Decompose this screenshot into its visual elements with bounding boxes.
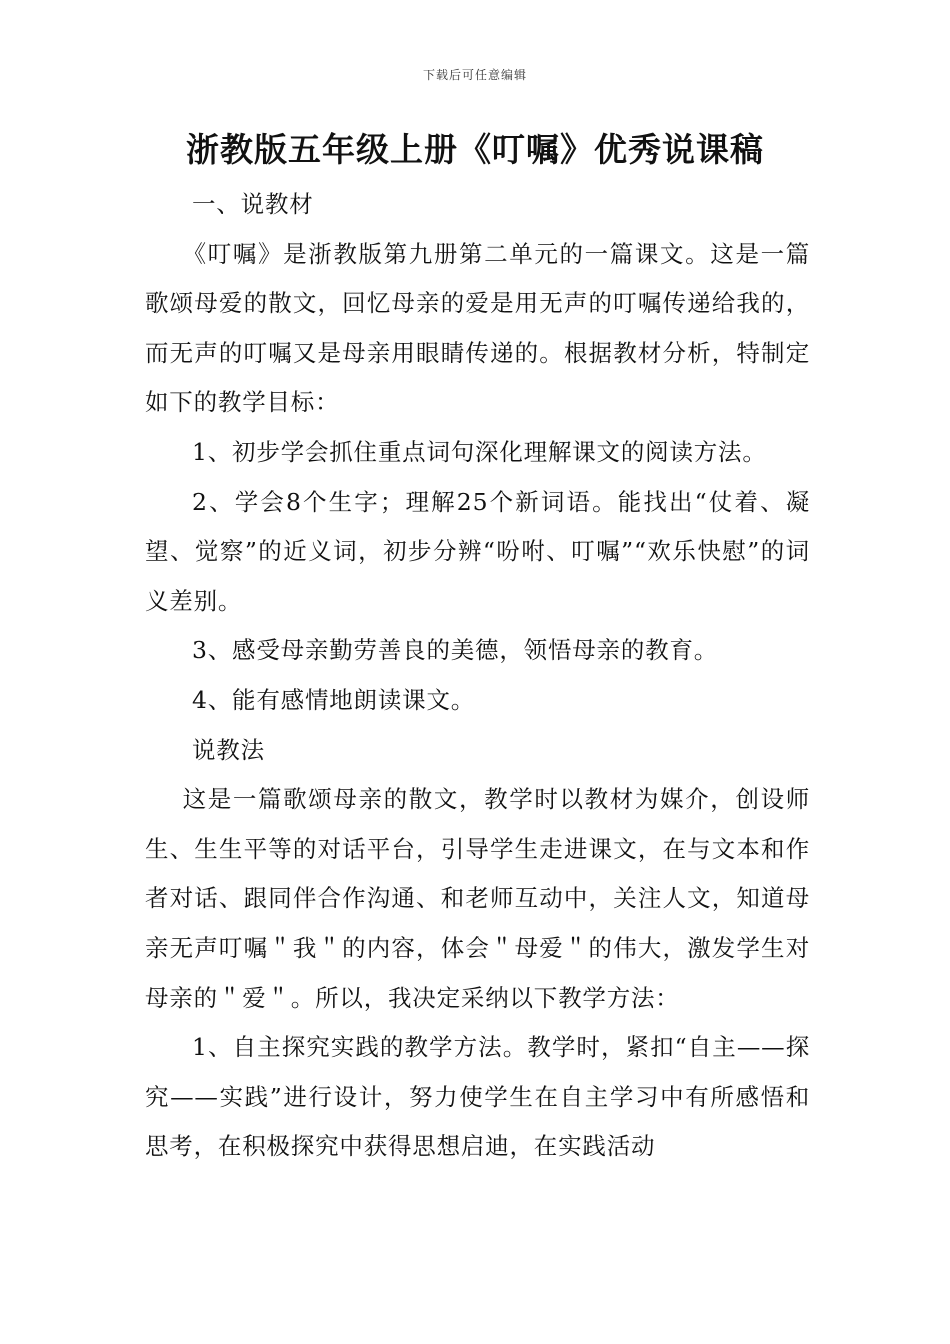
teaching-method-1: 1、自主探究实践的教学方法。教学时，紧扣“自主——探究——实践”进行设计，努力使学生在自主学习中有所感悟和思考，在积极探究中获得思想启迪，在实践活动	[145, 1033, 810, 1161]
section-heading-textbook: 一、说教材	[192, 190, 314, 218]
teaching-goal-4: 4、能有感情地朗读课文。	[192, 685, 476, 714]
paragraph-method: 这是一篇歌颂母亲的散文，教学时以教材为媒介，创设师生、生生平等的对话平台，引导学生走进课文，在与文本和作者对话、跟同伴合作沟通、和老师互动中，关注人文，知道母亲无声叮嘱＂我＂的内容，体会＂母爱＂的伟大，激发学生对母亲的＂爱＂。所以，我决定采纳以下教学方法：	[145, 785, 810, 1012]
header-note: 下载后可任意编辑	[422, 68, 527, 82]
teaching-goal-3: 3、感受母亲勤劳善良的美德，领悟母亲的教育。	[192, 636, 719, 665]
teaching-goal-2: 2、学会8个生字；理解25个新词语。能找出“仗着、凝望、觉察”的近义词，初步分辨“吩咐、叮嘱”“欢乐快慰”的词义差别。	[145, 487, 810, 615]
paragraph-intro: 《叮嘱》是浙教版第九册第二单元的一篇课文。这是一篇歌颂母爱的散文，回忆母亲的爱是用无声的叮嘱传递给我的，而无声的叮嘱又是母亲用眼睛传递的。根据教材分析，特制定如下的教学目标：	[145, 239, 810, 417]
document-title: 浙教版五年级上册《叮嘱》优秀说课稿	[186, 130, 764, 169]
teaching-goal-1: 1、初步学会抓住重点词句深化理解课文的阅读方法。	[192, 437, 767, 466]
section-heading-method: 说教法	[192, 735, 265, 764]
document-body	[145, 180, 810, 1172]
